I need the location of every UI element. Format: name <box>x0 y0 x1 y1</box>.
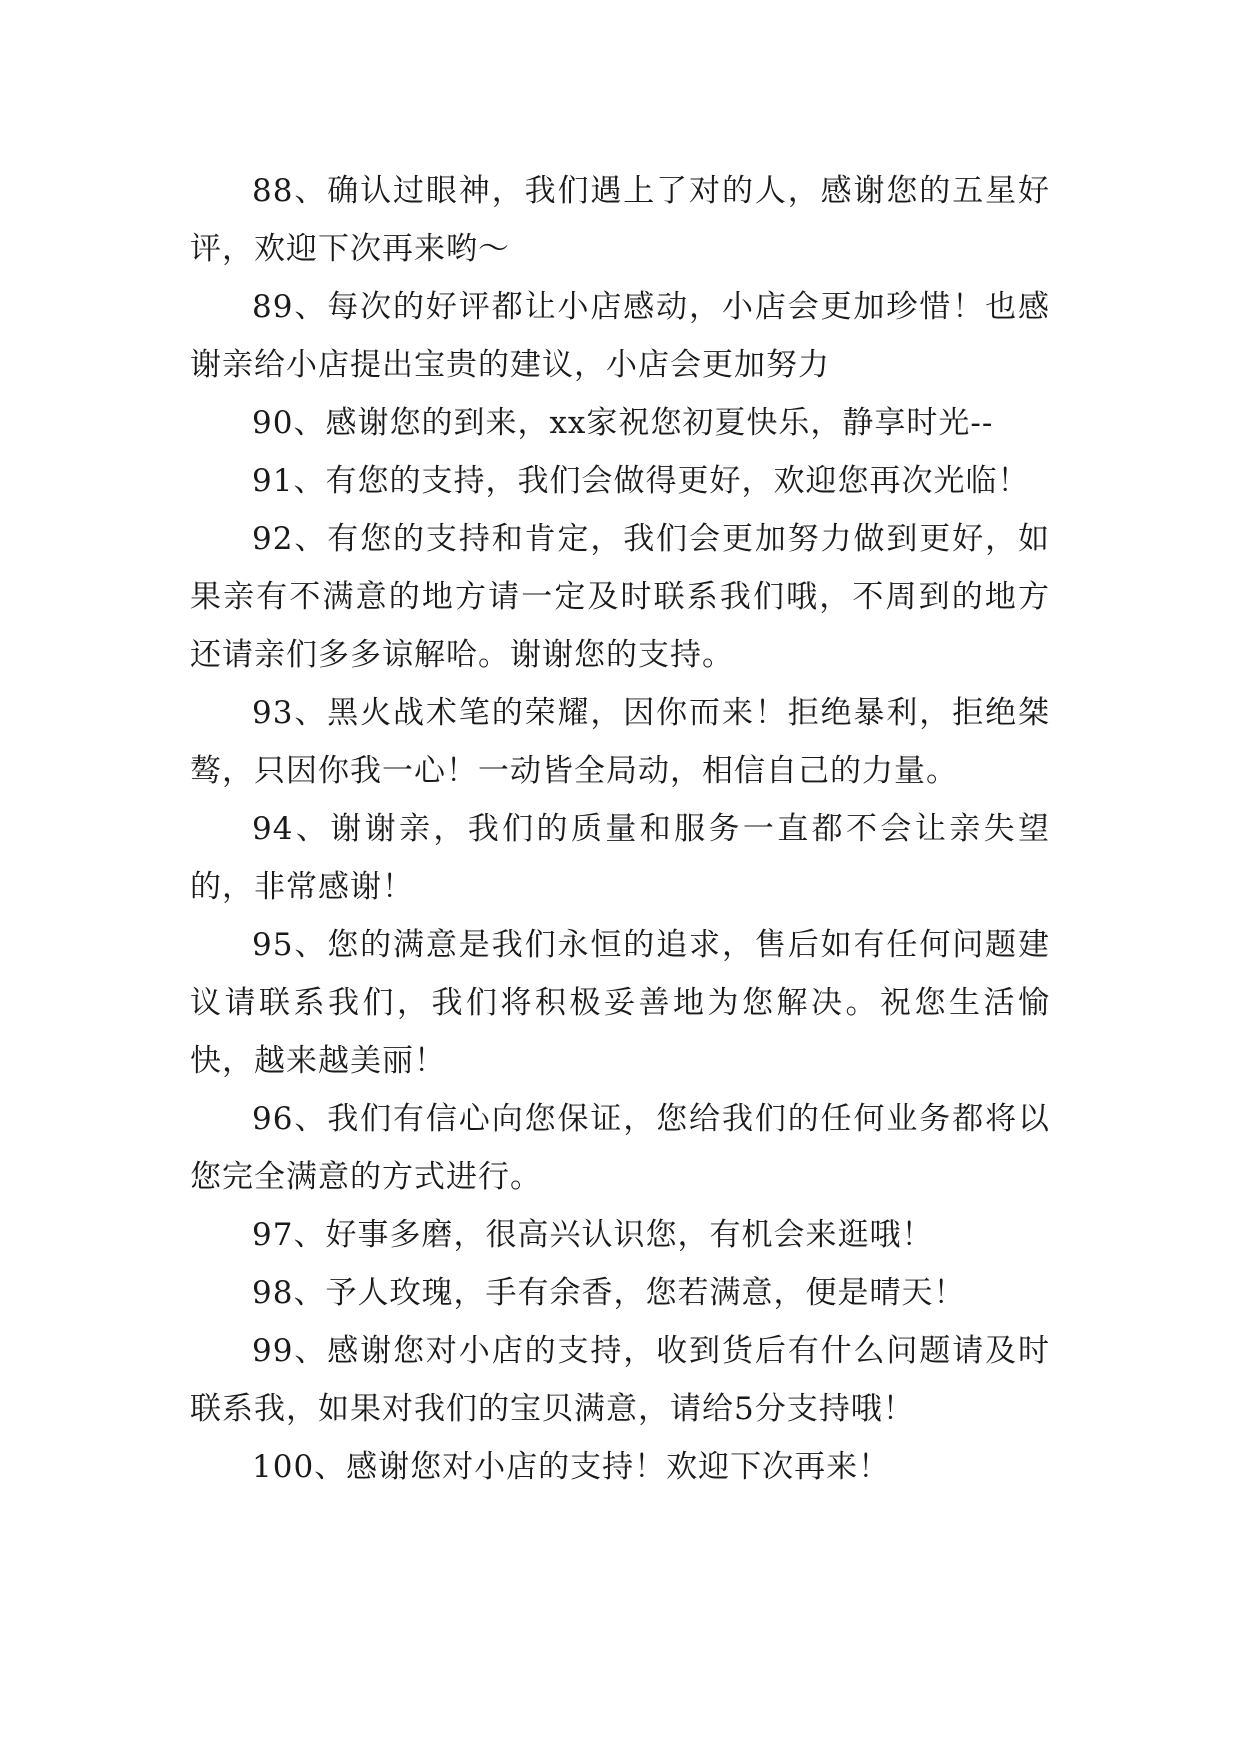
paragraph-94: 94、谢谢亲，我们的质量和服务一直都不会让亲失望的，非常感谢！ <box>190 811 1050 905</box>
paragraph-92: 92、有您的支持和肯定，我们会更加努力做到更好，如果亲有不满意的地方请一定及时联系我们哦，不周到的地方还请亲们多多谅解哈。谢谢您的支持。 <box>190 521 1050 673</box>
paragraph-91: 91、有您的支持，我们会做得更好，欢迎您再次光临！ <box>252 463 1030 499</box>
paragraph-90: 90、感谢您的到来，xx家祝您初夏快乐，静享时光-- <box>252 405 994 441</box>
paragraph-95: 95、您的满意是我们永恒的追求，售后如有任何问题建议请联系我们，我们将积极妥善地为您解决。祝您生活愉快，越来越美丽！ <box>190 927 1050 1079</box>
paragraph-100: 100、感谢您对小店的支持！欢迎下次再来！ <box>252 1449 891 1485</box>
paragraph-96: 96、我们有信心向您保证，您给我们的任何业务都将以您完全满意的方式进行。 <box>190 1101 1050 1195</box>
paragraph-98: 98、予人玫瑰，手有余香，您若满意，便是晴天！ <box>252 1275 966 1311</box>
paragraph-93: 93、黑火战术笔的荣耀，因你而来！拒绝暴利，拒绝桀骜，只因你我一心！一动皆全局动，相信自己的力量。 <box>190 695 1050 789</box>
paragraph-89: 89、每次的好评都让小店感动，小店会更加珍惜！也感谢亲给小店提出宝贵的建议，小店会更加努力 <box>190 289 1050 383</box>
paragraph-97: 97、好事多磨，很高兴认识您，有机会来逛哦！ <box>252 1217 934 1253</box>
paragraph-99: 99、感谢您对小店的支持，收到货后有什么问题请及时联系我，如果对我们的宝贝满意，请给5分支持哦！ <box>190 1333 1050 1427</box>
document-body <box>190 162 1050 1496</box>
paragraph-88: 88、确认过眼神，我们遇上了对的人，感谢您的五星好评，欢迎下次再来哟～ <box>190 173 1050 267</box>
